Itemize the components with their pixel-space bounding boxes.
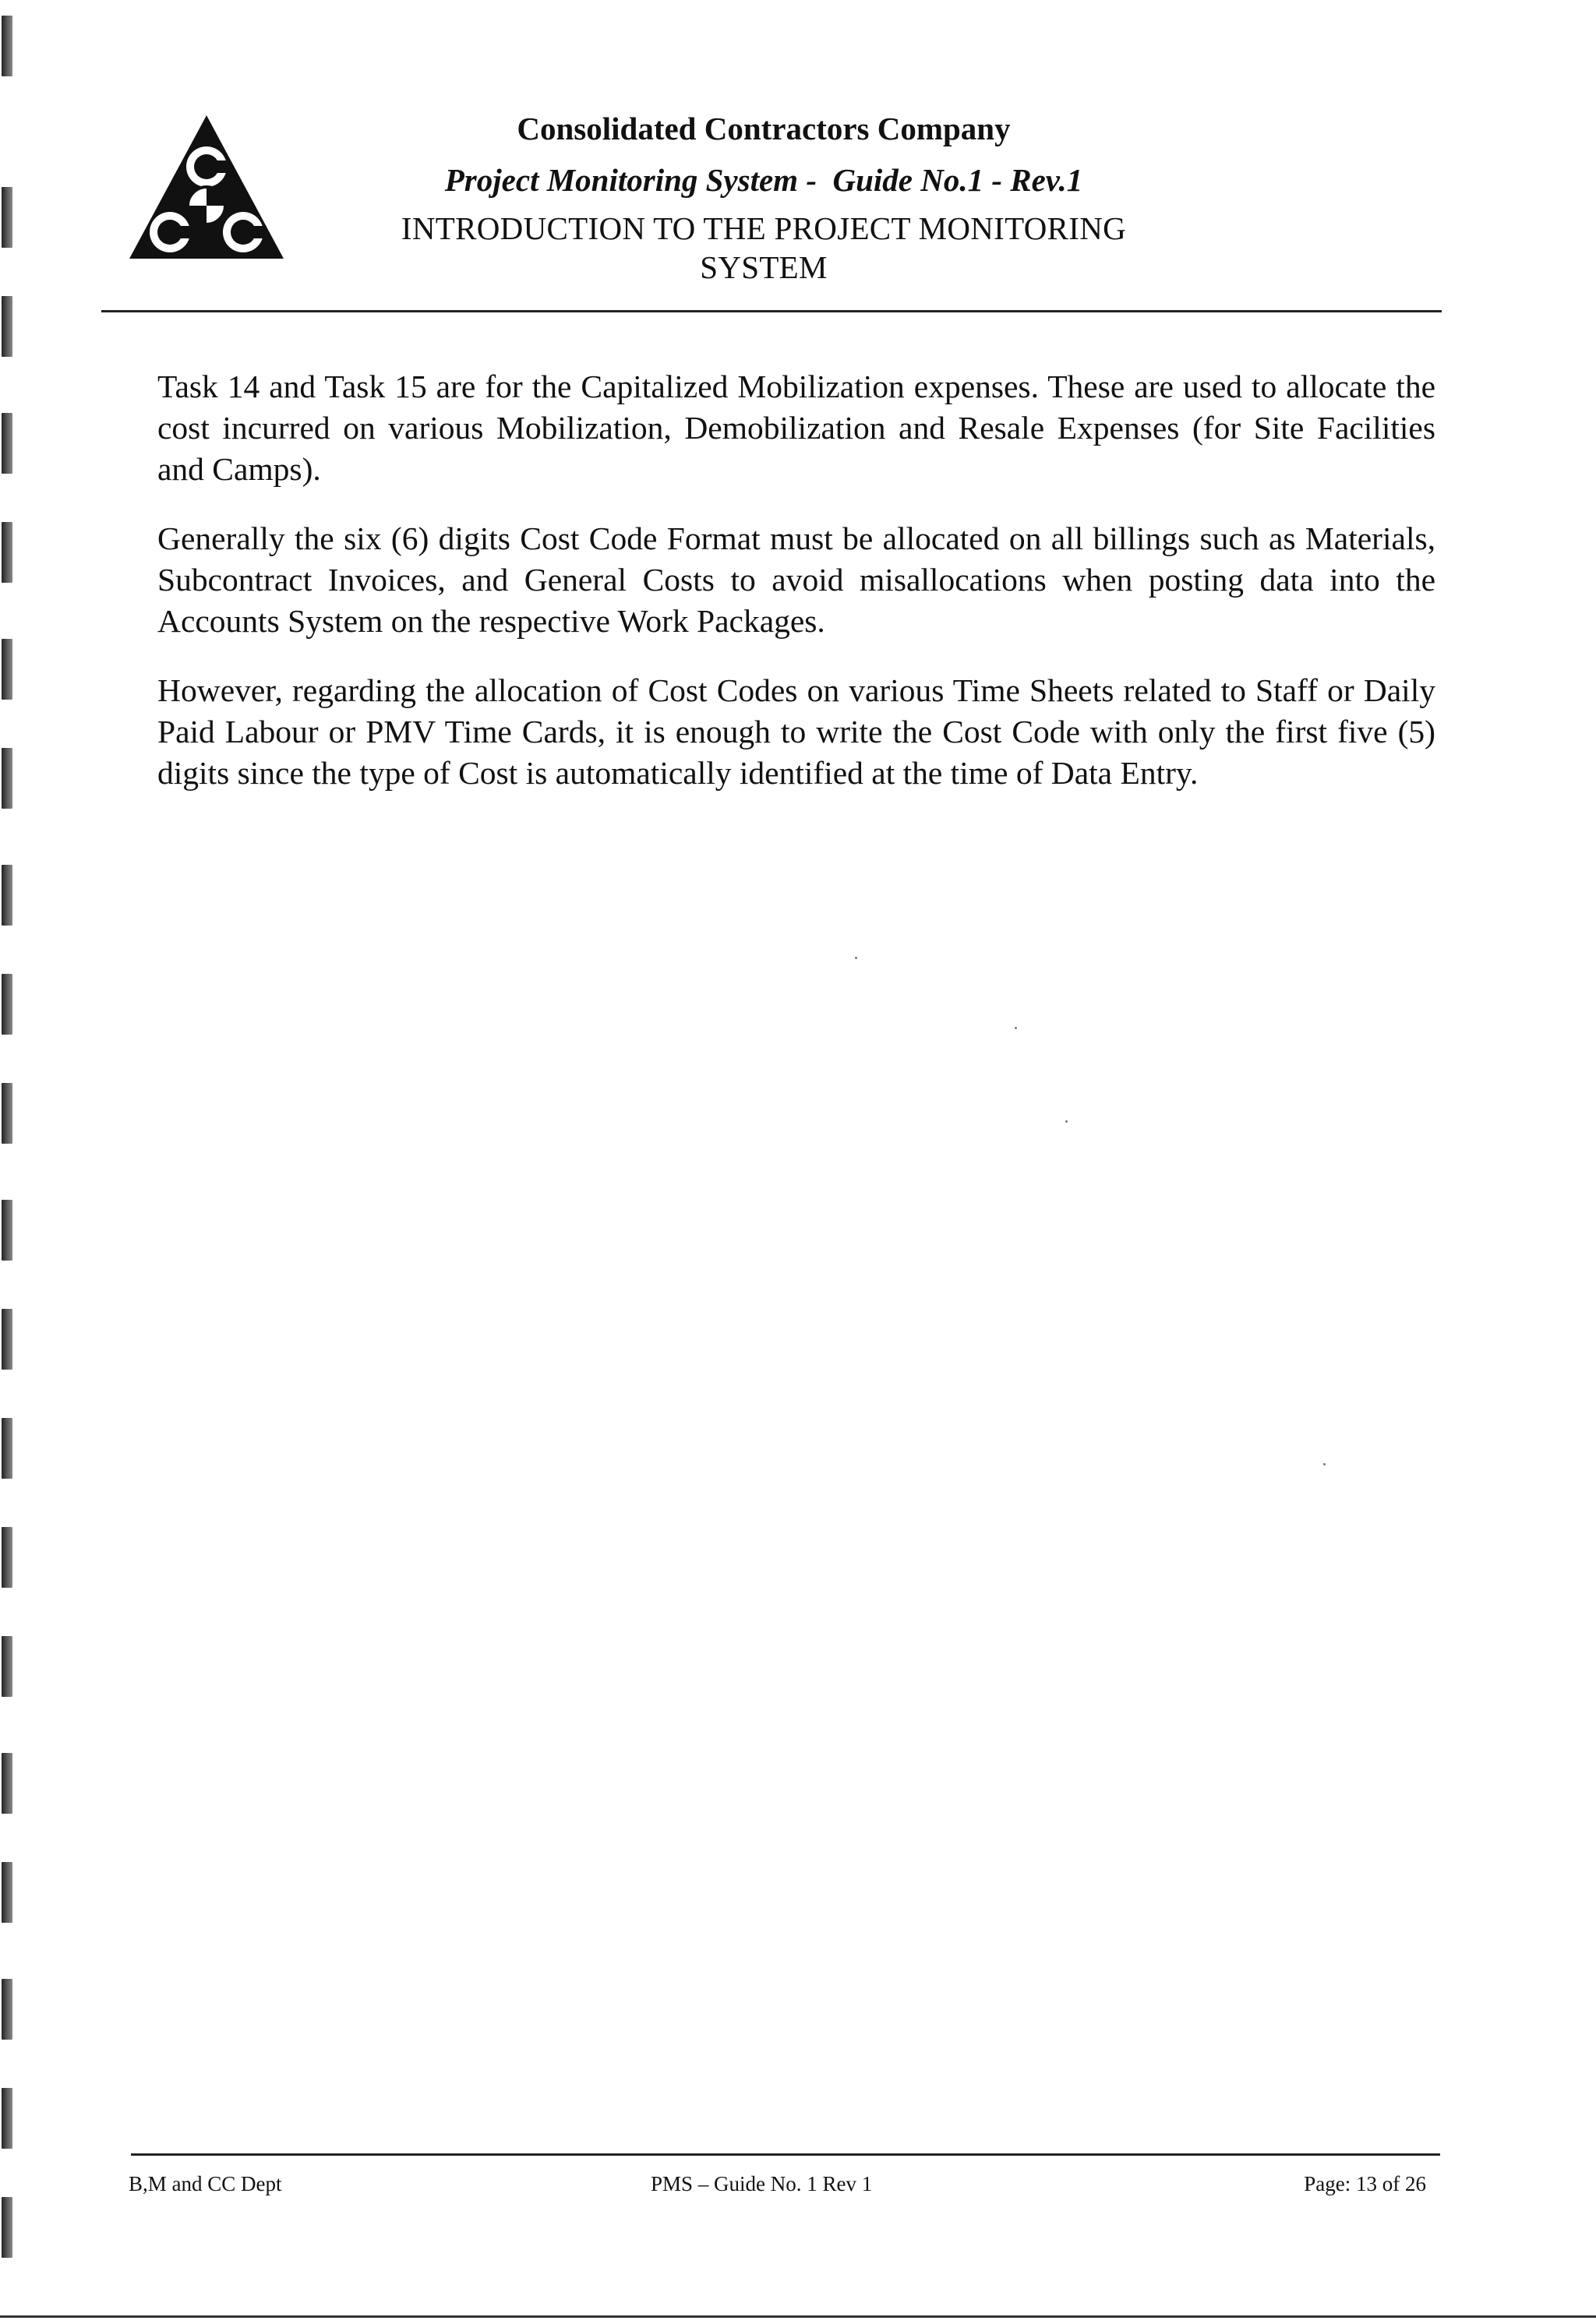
paragraph: However, regarding the allocation of Cost Codes on various Time Sheets related to Staff or Daily Paid Labour or PMV Time Cards, it is enough to write the Cost Code with only the first five (5) digits since the type of Cost is automatically identified at the time of Data Entry.: [157, 672, 1435, 791]
document-title: [327, 209, 1200, 287]
binding-mark: [2, 1636, 12, 1697]
scan-speck: [1323, 1463, 1326, 1465]
footer-page-number: Page: 13 of 26: [1304, 2172, 1426, 2195]
page-bottom-edge: [0, 2315, 1596, 2318]
binding-mark: [2, 748, 12, 809]
paragraph: Generally the six (6) digits Cost Code Format must be allocated on all billings such as Materials, Subcontract Invoices, and General Costs to avoid misallocations when posting data into the Accounts System on the respective Work Packages.: [157, 520, 1435, 639]
binding-mark: [2, 639, 12, 700]
binding-mark: [2, 1862, 12, 1923]
footer-guide: PMS – Guide No. 1 Rev 1: [651, 2172, 873, 2195]
binding-mark: [2, 413, 12, 474]
binding-mark: [2, 1083, 12, 1144]
system-title: Project Monitoring System -: [444, 162, 817, 198]
ccc-triangle-logo-icon: [125, 111, 288, 266]
binding-mark: [2, 1418, 12, 1479]
binding-mark: [2, 2197, 12, 2258]
binding-mark: [2, 16, 12, 76]
binding-mark: [2, 1309, 12, 1370]
binding-mark: [2, 1753, 12, 1814]
binding-mark: [2, 865, 12, 926]
footer-divider: [131, 2153, 1440, 2156]
binding-mark: [2, 974, 12, 1035]
binding-mark: [2, 1527, 12, 1588]
body-content: [157, 366, 1435, 822]
system-title-line: [327, 160, 1200, 199]
binding-mark: [2, 296, 12, 357]
binding-mark: [2, 1200, 12, 1261]
paragraph: Task 14 and Task 15 are for the Capitalized Mobilization expenses. These are used to allocate the cost incurred on various Mobilization, Demobilization and Resale Expenses (for Site Facilities and Camps).: [157, 369, 1435, 487]
scan-speck: [1015, 1027, 1017, 1029]
scan-speck: [1065, 1120, 1068, 1123]
guide-reference: Guide No.1 - Rev.1: [832, 162, 1083, 198]
scan-speck: [855, 957, 857, 959]
page-footer: [129, 2172, 1426, 2203]
binding-mark: [2, 187, 12, 248]
binding-mark: [2, 522, 12, 583]
scan-binding-marks: [0, 0, 17, 2324]
page-header: [101, 93, 1442, 319]
header-text-block: [327, 109, 1200, 287]
binding-mark: [2, 2088, 12, 2149]
binding-mark: [2, 1979, 12, 2040]
footer-department: B,M and CC Dept: [129, 2172, 282, 2195]
document-title-line-2: SYSTEM: [700, 249, 828, 285]
header-divider: [101, 310, 1442, 312]
document-title-line-1: INTRODUCTION TO THE PROJECT MONITORING: [401, 210, 1127, 246]
company-name: Consolidated Contractors Company: [517, 111, 1011, 146]
